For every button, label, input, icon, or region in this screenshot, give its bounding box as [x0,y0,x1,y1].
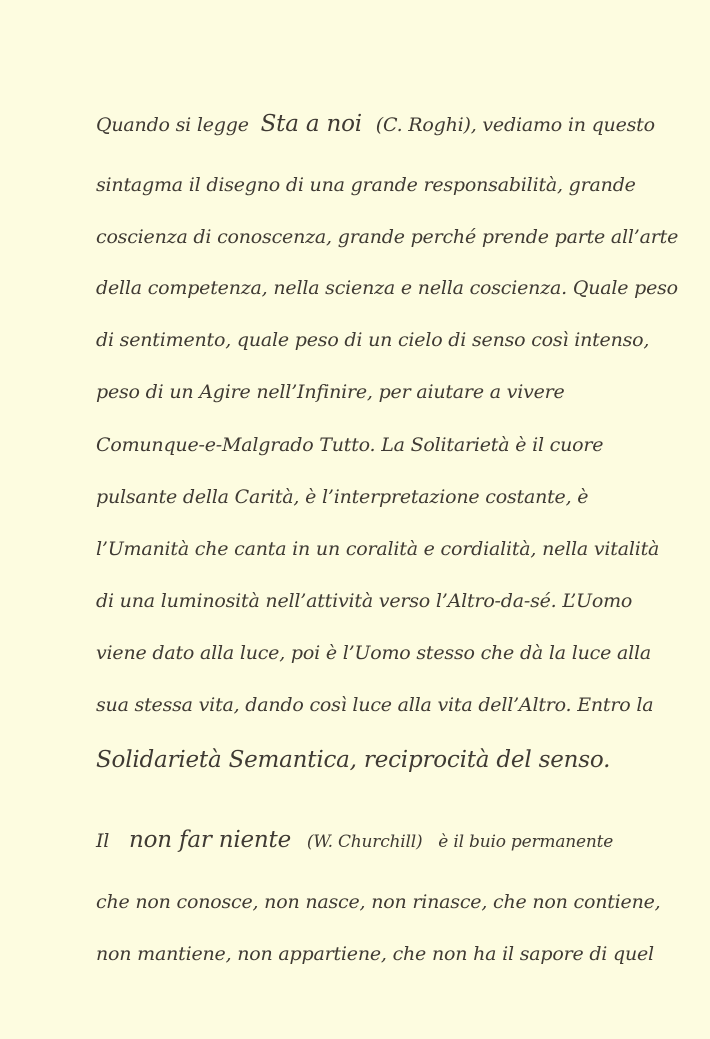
text-line: di sentimento, quale peso di un cielo di senso così intenso, [96,329,650,351]
text-line: sua stessa vita, dando così luce alla vita dell’Altro. Entro la [96,694,654,716]
text-line: di una luminosità nell’attività verso l’Altro-da-sé. L’Uomo [96,590,633,612]
text-line: l’Umanità che canta in un coralità e cordialità, nella vitalità [96,538,660,560]
intro-continuation: (C. Roghi), vediamo in questo [375,114,655,136]
intro-text: Quando si legge [96,114,249,136]
text-line: Comunque-e-Malgrado Tutto. La Solitarietà è il cuore [96,434,604,456]
text-line: viene dato alla luce, poi è l’Uomo stesso che dà la luce alla [96,642,651,664]
intro-continuation: è il buio permanente [438,832,614,852]
citation: (W. Churchill) [306,832,423,852]
text-line: non mantiene, non appartiene, che non ha il sapore di quel [96,943,654,965]
closing-line: Solidarietà Semantica, reciprocità del senso. [96,747,611,773]
text-line: che non conosce, non nasce, non rinasce, che non contiene, [96,891,661,913]
text-line: coscienza di conoscenza, grande perché prende parte all’arte [96,226,679,248]
text-line: sintagma il disegno di una grande responsabilità, grande [96,174,636,196]
book-title: Sta a noi [260,111,362,137]
text-line: della competenza, nella scienza e nella coscienza. Quale peso [96,277,678,299]
intro-text: Il [96,830,110,852]
text-line [96,828,613,854]
quote-title: non far niente [129,827,291,853]
text-line [96,112,655,137]
text-line: peso di un Agire nell’Infinire, per aiutare a vivere [96,381,565,403]
text-line: pulsante della Carità, è l’interpretazione costante, è [96,486,589,508]
